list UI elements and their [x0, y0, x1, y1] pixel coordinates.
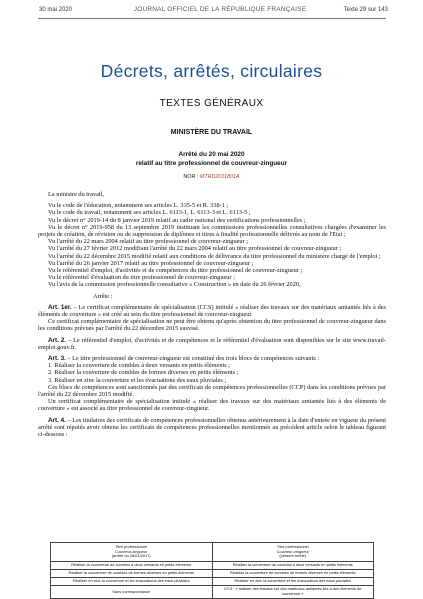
- arrete-title: [0, 151, 423, 168]
- vu-item: Vu l'arrêté du 22 décembre 2015 modifié relatif aux conditions de délivrance du titre professionnel du ministère chargé de l'emploi ;: [48, 252, 381, 260]
- table-header-new-title: [212, 543, 374, 562]
- table-header-line: Titre professionnel: [276, 543, 309, 549]
- vu-item: Vu le code de l'éducation, notamment ses articles L. 335-5 et R. 338-1 ;: [48, 202, 229, 210]
- article-3-bloc-item: 1. Réaliser la couverture de combles à deux versants en petits éléments ;: [48, 362, 231, 370]
- arrete-line: Arrête :: [93, 292, 113, 300]
- header-date: 30 mai 2020: [39, 7, 73, 13]
- ministry-heading: MINISTÈRE DU TRAVAIL: [170, 129, 253, 136]
- document-body: [38, 191, 386, 438]
- table-row: [51, 577, 374, 585]
- table-header-line: Couvreur-zingueur: [276, 548, 309, 554]
- article-1-label: Art. 1er.: [48, 303, 72, 311]
- article-3-paragraph-3: Un certificat complémentaire de spécialisation intitulé « réaliser des travaux sur des matériaux amiantés liés à des éléments de couverture » est associé au titre professionnel de couvreur-zingueur.: [38, 398, 386, 413]
- section-title: Décrets, arrêtés, circulaires: [100, 61, 323, 81]
- article-3-text: – Le titre professionnel de couvreur-zingueur est constitué des trois blocs de compétences suivants :: [65, 355, 320, 363]
- header-divider: [38, 18, 386, 19]
- correspondence-table: [50, 542, 374, 599]
- vu-item: Vu le décret n° 2019-14 du 8 janvier 2019 relatif au cadre national des certifications professionnelles ;: [48, 216, 306, 224]
- article-1-text: – Le certificat complémentaire de spécialisation (CCS) intitulé « réaliser des travaux sur des matériaux amiantés liés à des éléments de couverture » est créé au sein du titre professionnel de couvreur-zingueur.: [38, 303, 386, 319]
- table-cell: CCS : « réaliser des travaux sur des matériaux amiantés liés à des éléments de couverture »: [212, 586, 374, 599]
- table-row: [51, 561, 374, 569]
- table-header-line: (présent arrêté): [279, 553, 307, 559]
- article-2-label: Art. 2.: [48, 336, 67, 344]
- article-2: [38, 337, 386, 351]
- table-cell: Réaliser la couverture de combles de formes diverses en petits éléments: [212, 569, 374, 577]
- header-journal-title: JOURNAL OFFICIEL DE LA RÉPUBLIQUE FRANÇAISE: [133, 6, 307, 13]
- article-2-text: – Le référentiel d'emploi, d'activités et de compétences et le référentiel d'évaluation sont disponibles sur le site www.travail-emploi.gouv.fr.: [38, 336, 386, 351]
- table-cell: Réaliser la couverture de combles à deux versants en petits éléments: [51, 561, 213, 569]
- table-cell: Réaliser en zinc la couverture et les évacuations des eaux pluviales: [212, 577, 374, 585]
- table-header-line: Couvreur-zingueur: [115, 548, 148, 554]
- vu-item: Vu le code du travail, notamment ses articles L. 6113-1, L. 6113-3 et L. 6113-5 ;: [48, 209, 251, 217]
- table-cell: Réaliser en zinc la couverture et les évacuations des eaux pluviales: [51, 577, 213, 585]
- intro-line: La ministre du travail,: [48, 191, 104, 198]
- table-cell: Réaliser la couverture de combles de formes diverses en petits éléments: [51, 569, 213, 577]
- vu-item: Vu le référentiel d'évaluation du titre professionnel de couvreur-zingueur ;: [48, 274, 235, 282]
- page-header: [0, 0, 423, 20]
- vu-item: Vu l'arrêté du 22 mars 2004 relatif au titre professionnel de couvreur-zingueur ;: [48, 238, 248, 246]
- table-header-row: [51, 543, 374, 562]
- nor-value: MTRD2011801A: [199, 174, 240, 180]
- article-1-paragraph-2: Ce certificat complémentaire de spécialisation ne peut être obtenu qu'après obtention du titre professionnel de couvreur-zingueur dans les conditions prévues par l'arrêté du 22 décembre 2015 susvisé.: [38, 318, 386, 333]
- table-row: [51, 569, 374, 577]
- vu-item: Vu l'arrêté du 27 février 2012 modifiant l'arrêté du 22 mars 2004 relatif au titre professionnel de couvreur-zingueur ;: [48, 245, 342, 253]
- article-3-label: Art. 3.: [48, 355, 66, 363]
- table-cell: Réaliser la couverture de combles à deux versants en petits éléments: [212, 561, 374, 569]
- vu-item: Vu l'avis de la commission professionnelle consultative « Construction » en date du 26 février 2020,: [48, 281, 301, 289]
- arrete-title-subject: relatif au titre professionnel de couvreur-zingueur: [135, 159, 288, 167]
- vu-item: Vu le décret n° 2019-958 du 13 septembre 2019 instituant les commissions professionnelles consultatives chargées d'examiner les projets de création, de révision ou de suppression de diplômes et titres à finalité professionnelle délivrés au nom de l'Etat ;: [38, 223, 386, 239]
- vu-item: Vu le référentiel d'emploi, d'activités et de compétences du titre professionnel de couvreur-zingueur ;: [48, 267, 303, 275]
- table-header-old-title: [51, 543, 213, 562]
- table-header-line: Titre professionnel: [115, 543, 148, 549]
- vu-item: Vu l'arrêté du 26 janvier 2017 relatif au titre professionnel de couvreur-zingueur ;: [48, 259, 254, 267]
- article-3-paragraph-2: Ces blocs de compétences sont sanctionnés par des certificats de compétences professionnelles (CCP) dans les conditions prévues par l'arrêté du 22 décembre 2015 modifié.: [38, 383, 386, 399]
- article-4-label: Art. 4.: [48, 416, 66, 424]
- arrete-title-date: Arrêté du 20 mai 2020: [178, 151, 245, 158]
- article-3-bloc-item: 3. Réaliser en zinc la couverture et les évacuations des eaux pluviales ;: [48, 376, 227, 384]
- table-header-line: (arrêté du 26/01/2017): [111, 553, 151, 559]
- header-texte-number: Texte 29 sur 143: [343, 7, 388, 13]
- article-1: [38, 304, 386, 318]
- article-4: [38, 417, 386, 439]
- article-3: [38, 355, 386, 362]
- article-3-bloc-item: 2. Réaliser la couverture de combles de formes diverses en petits éléments ;: [48, 369, 239, 377]
- nor-label: NOR :: [183, 174, 200, 180]
- article-4-text: – Les titulaires des certificats de compétences professionnelles obtenus antérieurement à la date d'entrée en vigueur du présent arrêté sont réputés avoir obtenu les certificats de compétences professionnelles mentionnés au précédent article selon le tableau figurant ci-dessous :: [38, 416, 386, 439]
- table-cell: Sans correspondance: [51, 586, 213, 599]
- nor-reference: [0, 174, 423, 180]
- textes-generaux-heading: TEXTES GÉNÉRAUX: [159, 98, 264, 109]
